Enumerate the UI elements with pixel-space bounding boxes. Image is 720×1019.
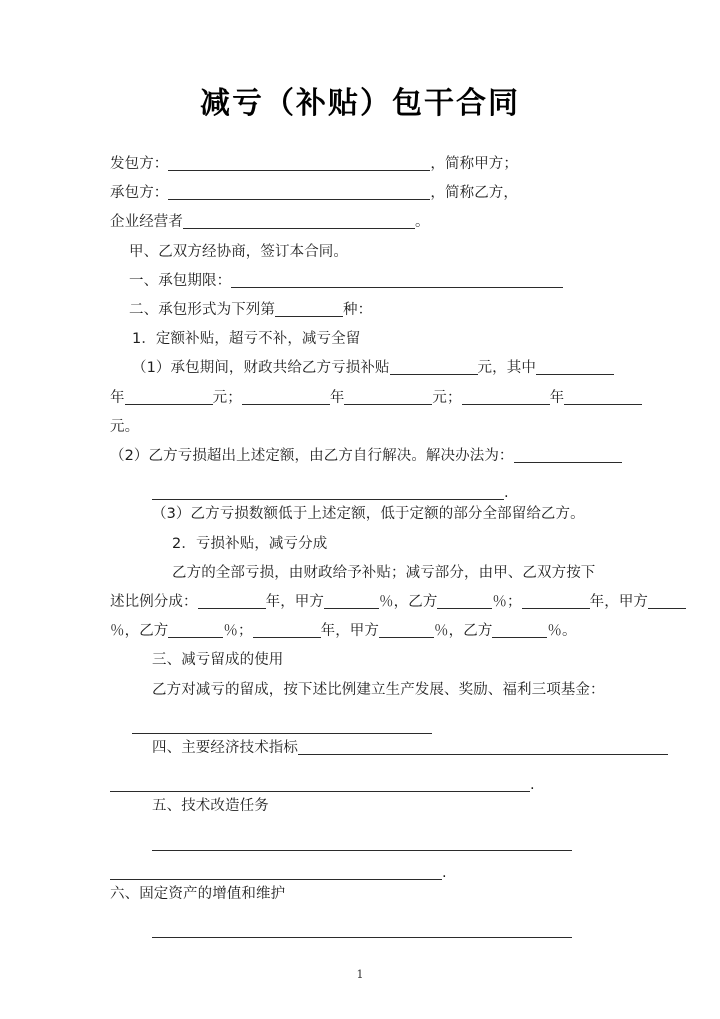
operator-suffix: 。 xyxy=(415,214,430,231)
item-2-ratio-text: 述比例分成： xyxy=(110,594,198,611)
party-a-blank[interactable] xyxy=(168,157,430,171)
section-3-body: 乙方对减亏的留成，按下述比例建立生产发展、奖励、福利三项基金： xyxy=(152,681,605,698)
section-5-end-dot: . xyxy=(442,865,447,881)
item-1-1-text-a: （1）承包期间，财政共给乙方亏损补贴 xyxy=(132,360,390,377)
section-1-blank[interactable] xyxy=(231,274,563,288)
section-6-heading: 六、固定资产的增值和维护 xyxy=(110,886,286,902)
item-2-body-line-1: 乙方的全部亏损，由财政给予补贴；减亏部分，由甲、乙双方按下 xyxy=(172,564,596,581)
section-4-label: 四、主要经济技术指标 xyxy=(152,740,298,757)
item-1-1-amount2-blank[interactable] xyxy=(344,391,432,405)
section-3-heading: 三、减亏留成的使用 xyxy=(152,652,284,669)
item-1-2-text: （2）乙方亏损超出上述定额，由乙方自行解决。解决办法为： xyxy=(110,448,514,465)
section-4-blank[interactable] xyxy=(298,741,668,755)
item-1-1-year-label-3: 年 xyxy=(549,389,565,406)
section-5-blank-2[interactable] xyxy=(110,857,442,880)
item-2-pct-a3-blank[interactable] xyxy=(379,624,434,638)
item-1-3-line: （3）乙方亏损数额低于上述定额，低于定额的部分全部留给乙方。 xyxy=(152,506,585,523)
document-body xyxy=(110,150,649,938)
item-1-2-line-1 xyxy=(110,442,610,471)
section-2-form-line xyxy=(110,296,610,325)
item-2-sep-2: ％； xyxy=(223,623,253,640)
item-1-2-continuation-blank[interactable] xyxy=(152,477,504,500)
section-5-heading: 五、技术改造任务 xyxy=(152,798,269,815)
section-4-continuation-blank[interactable] xyxy=(110,769,530,792)
item-1-1-line-1 xyxy=(110,354,610,383)
item-2-label-a1: 年，甲方 xyxy=(265,594,325,611)
section-1-label: 一、承包期限： xyxy=(129,272,232,289)
item-2-pct-a1-blank[interactable] xyxy=(324,595,379,609)
item-1-1-unit-2: 元； xyxy=(432,389,462,406)
section-6-rule-row xyxy=(110,909,610,938)
party-b-label: 承包方： xyxy=(110,185,169,202)
operator-blank[interactable] xyxy=(183,215,415,229)
party-a-label: 发包方： xyxy=(110,156,169,172)
party-b-line xyxy=(110,179,610,208)
section-1-term-line xyxy=(110,267,610,296)
item-1-1-amount1-blank[interactable] xyxy=(125,391,213,405)
item-2-body-line-2 xyxy=(110,588,649,617)
item-2-year2-blank[interactable] xyxy=(522,595,590,609)
page-title: 减亏（补贴）包干合同 xyxy=(200,86,520,121)
item-2-label-b2: ％，乙方 xyxy=(110,623,169,640)
item-1-1-unit-1: 元； xyxy=(212,389,242,406)
item-2-end: ％。 xyxy=(547,623,577,640)
item-1-heading: 1．定额补贴，超亏不补，减亏全留 xyxy=(132,331,361,348)
item-1-1-total-blank[interactable] xyxy=(390,361,478,375)
section-6-blank[interactable] xyxy=(152,915,572,938)
section-4-heading-line xyxy=(110,734,610,763)
item-2-label-b1: ％，乙方 xyxy=(379,594,438,611)
item-1-1-text-b: 元，其中 xyxy=(477,360,536,377)
item-2-pct-b2-blank[interactable] xyxy=(168,624,223,638)
item-1-1-year1-blank[interactable] xyxy=(536,361,614,375)
item-1-2-method-blank[interactable] xyxy=(514,449,622,463)
item-2-pct-b1-blank[interactable] xyxy=(437,595,492,609)
section-5-blank-1[interactable] xyxy=(152,828,572,851)
item-2-year1-blank[interactable] xyxy=(198,595,266,609)
section-2-blank[interactable] xyxy=(275,303,343,317)
item-2-label-b3: ％，乙方 xyxy=(434,623,493,640)
section-3-rule-row xyxy=(110,705,610,734)
operator-label: 企业经营者 xyxy=(110,214,183,231)
item-1-2-end-dot: . xyxy=(504,485,509,502)
section-5-rule-row-2 xyxy=(110,851,610,880)
party-b-suffix: ，简称乙方， xyxy=(430,185,519,202)
item-2-heading: 2．亏损补贴，减亏分成 xyxy=(172,535,328,552)
section-2-prefix: 二、承包形式为下列第 xyxy=(129,302,275,319)
party-b-blank[interactable] xyxy=(168,186,430,200)
item-1-1-year-label-2: 年 xyxy=(329,389,345,406)
operator-line xyxy=(110,208,610,237)
party-a-line xyxy=(110,150,610,179)
item-2-pct-a2-blank[interactable] xyxy=(648,595,686,609)
item-1-1-year-label-1: 年 xyxy=(110,389,125,406)
item-1-1-year2-blank[interactable] xyxy=(242,391,330,405)
item-2-sep-1: ％； xyxy=(492,594,522,611)
item-2-body-line-3 xyxy=(110,617,610,646)
section-3-blank[interactable] xyxy=(132,711,432,734)
page-number: 1 xyxy=(356,968,364,981)
item-2-label-a3: 年，甲方 xyxy=(320,623,380,640)
section-2-suffix: 种： xyxy=(343,302,373,319)
item-1-2-rule-row xyxy=(110,471,610,500)
section-5-rule-row-1 xyxy=(110,822,610,851)
section-4-end-dot: . xyxy=(530,777,535,794)
item-2-label-a2: 年，甲方 xyxy=(589,594,649,611)
preamble-line: 甲、乙双方经协商，签订本合同。 xyxy=(129,243,348,260)
item-1-1-amount3-blank[interactable] xyxy=(564,391,642,405)
section-4-rule-row xyxy=(110,763,610,792)
party-a-suffix: ，简称甲方； xyxy=(430,156,519,172)
item-2-pct-b3-blank[interactable] xyxy=(492,624,547,638)
item-1-1-line-3: 元。 xyxy=(110,418,140,435)
item-1-1-year3-blank[interactable] xyxy=(462,391,550,405)
item-1-1-line-2 xyxy=(110,384,610,413)
item-2-year3-blank[interactable] xyxy=(253,624,321,638)
